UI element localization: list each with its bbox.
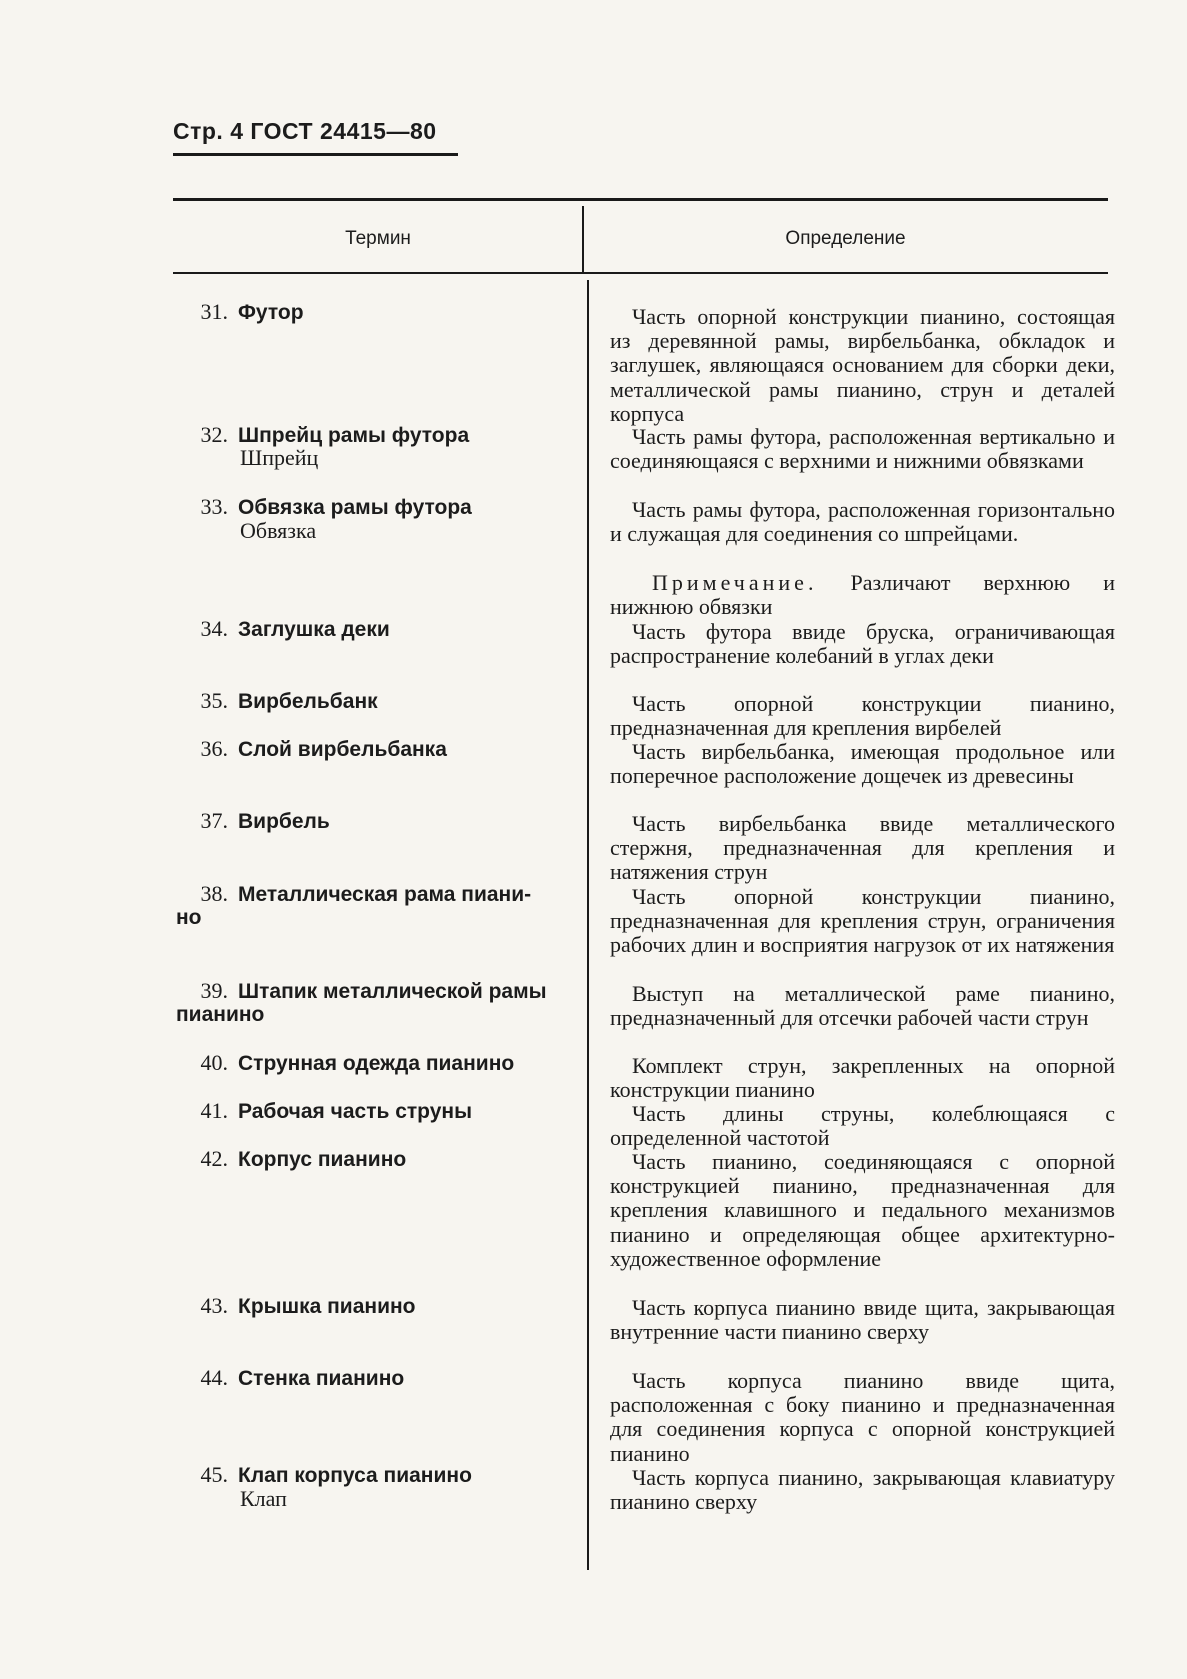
term-number: 36.	[200, 736, 228, 761]
term-entry	[178, 979, 578, 1004]
term-name-continued: пианино	[176, 1003, 265, 1026]
term-entry	[178, 689, 578, 714]
term-number: 40.	[200, 1050, 228, 1075]
term-entry	[178, 737, 578, 762]
term-entry	[178, 617, 578, 642]
term-entry	[178, 882, 578, 907]
term-name: Слой вирбельбанка	[238, 738, 447, 761]
term-name: Заглушка деки	[238, 618, 390, 641]
term-entry	[178, 1051, 578, 1076]
term-number: 34.	[200, 616, 228, 641]
note-label: Примечание.	[652, 570, 818, 595]
term-number: 41.	[200, 1098, 228, 1123]
column-header-definition: Определение	[785, 228, 906, 249]
term-entry	[178, 1463, 578, 1488]
term-number: 45.	[200, 1462, 228, 1487]
term-entry	[178, 300, 578, 325]
column-header-term: Термин	[345, 228, 411, 249]
term-synonym: Шпрейц	[240, 445, 319, 470]
term-name: Корпус пианино	[238, 1148, 407, 1171]
term-definition: Часть футора ввиде бруска, ограничивающая распространение колебаний в углах деки	[610, 619, 1115, 669]
term-number: 42.	[200, 1146, 228, 1171]
header-bottom-rule	[173, 272, 1108, 274]
term-entry	[178, 1099, 578, 1124]
term-name: Обвязка рамы футора	[238, 496, 472, 519]
term-synonym: Обвязка	[240, 518, 317, 543]
term-definition: Часть рамы футора, расположенная горизонтально и служащая для соединения со шпрейцами.	[610, 497, 1115, 547]
page-header: Стр. 4 ГОСТ 24415—80	[173, 118, 437, 144]
term-definition: Выступ на металлической раме пианино, предназначенный для отсечки рабочей части струн	[610, 981, 1115, 1031]
term-definition: Часть рамы футора, расположенная вертикально и соединяющаяся с верхними и нижними обвязками	[610, 424, 1115, 474]
term-name: Рабочая часть струны	[238, 1100, 473, 1123]
term-entry	[178, 495, 578, 520]
term-number: 43.	[200, 1293, 228, 1318]
term-definition: Комплект струн, закрепленных на опорной конструкции пианино	[610, 1053, 1115, 1103]
term-number: 35.	[200, 688, 228, 713]
term-definition: Часть корпуса пианино ввиде щита, расположенная с боку пианино и предназначенная для соединения корпуса с опорной конструкцией пианино	[610, 1368, 1115, 1466]
term-entry	[178, 1294, 578, 1319]
term-name: Струнная одежда пианино	[238, 1052, 515, 1075]
table-top-rule	[173, 198, 1108, 201]
term-name: Шпрейц рамы футора	[238, 424, 470, 447]
term-definition: Часть пианино, соединяющаяся с опорной конструкцией пианино, предназначенная для крепления клавишного и педального механизмов пианино и определяющая общее архитектурно-художественное оформление	[610, 1149, 1115, 1271]
term-name: Клап корпуса пианино	[238, 1464, 472, 1487]
term-entry	[178, 1366, 578, 1391]
term-definition: Часть корпуса пианино, закрывающая клавиатуру пианино сверху	[610, 1465, 1115, 1515]
term-number: 33.	[200, 494, 228, 519]
term-definition: Часть корпуса пианино ввиде щита, закрывающая внутренние части пианино сверху	[610, 1295, 1115, 1345]
column-divider	[587, 280, 589, 1570]
term-synonym: Клап	[240, 1486, 287, 1511]
term-number: 38.	[200, 881, 228, 906]
term-entry	[178, 423, 578, 448]
term-number: 37.	[200, 808, 228, 833]
term-name: Стенка пианино	[238, 1367, 405, 1390]
term-name: Металлическая рама пиани-	[238, 883, 532, 906]
term-name-continued: но	[176, 906, 202, 929]
term-note	[610, 571, 1115, 619]
term-number: 31.	[200, 299, 228, 324]
term-number: 32.	[200, 422, 228, 447]
term-name: Вирбель	[238, 810, 330, 833]
term-definition: Часть опорной конструкции пианино, предназначенная для крепления струн, ограничения рабочих длин и восприятия нагрузок от их натяжения	[610, 884, 1115, 958]
term-definition: Часть вирбельбанка ввиде металлического стержня, предназначенная для крепления и натяжения струн	[610, 811, 1115, 885]
term-entry	[178, 809, 578, 834]
term-number: 39.	[200, 978, 228, 1003]
term-definition: Часть опорной конструкции пианино, предназначенная для крепления вирбелей	[610, 691, 1115, 741]
term-name: Футор	[238, 301, 304, 324]
term-name: Вирбельбанк	[238, 690, 378, 713]
column-divider-header	[582, 206, 584, 272]
term-definition: Часть длины струны, колеблющаяся с определенной частотой	[610, 1101, 1115, 1151]
term-definition: Часть опорной конструкции пианино, состоящая из деревянной рамы, вирбельбанка, обкладок и заглушек, являющаяся основанием для сборки деки, металлической рамы пианино, струн и деталей корпуса	[610, 304, 1115, 426]
note-text: Различают верхнюю и нижнюю обвязки	[610, 570, 1115, 620]
term-entry	[178, 1147, 578, 1172]
header-rule	[173, 153, 458, 156]
term-definition: Часть вирбельбанка, имеющая продольное или поперечное расположение дощечек из древесины	[610, 739, 1115, 789]
term-name: Крышка пианино	[238, 1295, 416, 1318]
term-number: 44.	[200, 1365, 228, 1390]
term-name: Штапик металлической рамы	[238, 980, 547, 1003]
